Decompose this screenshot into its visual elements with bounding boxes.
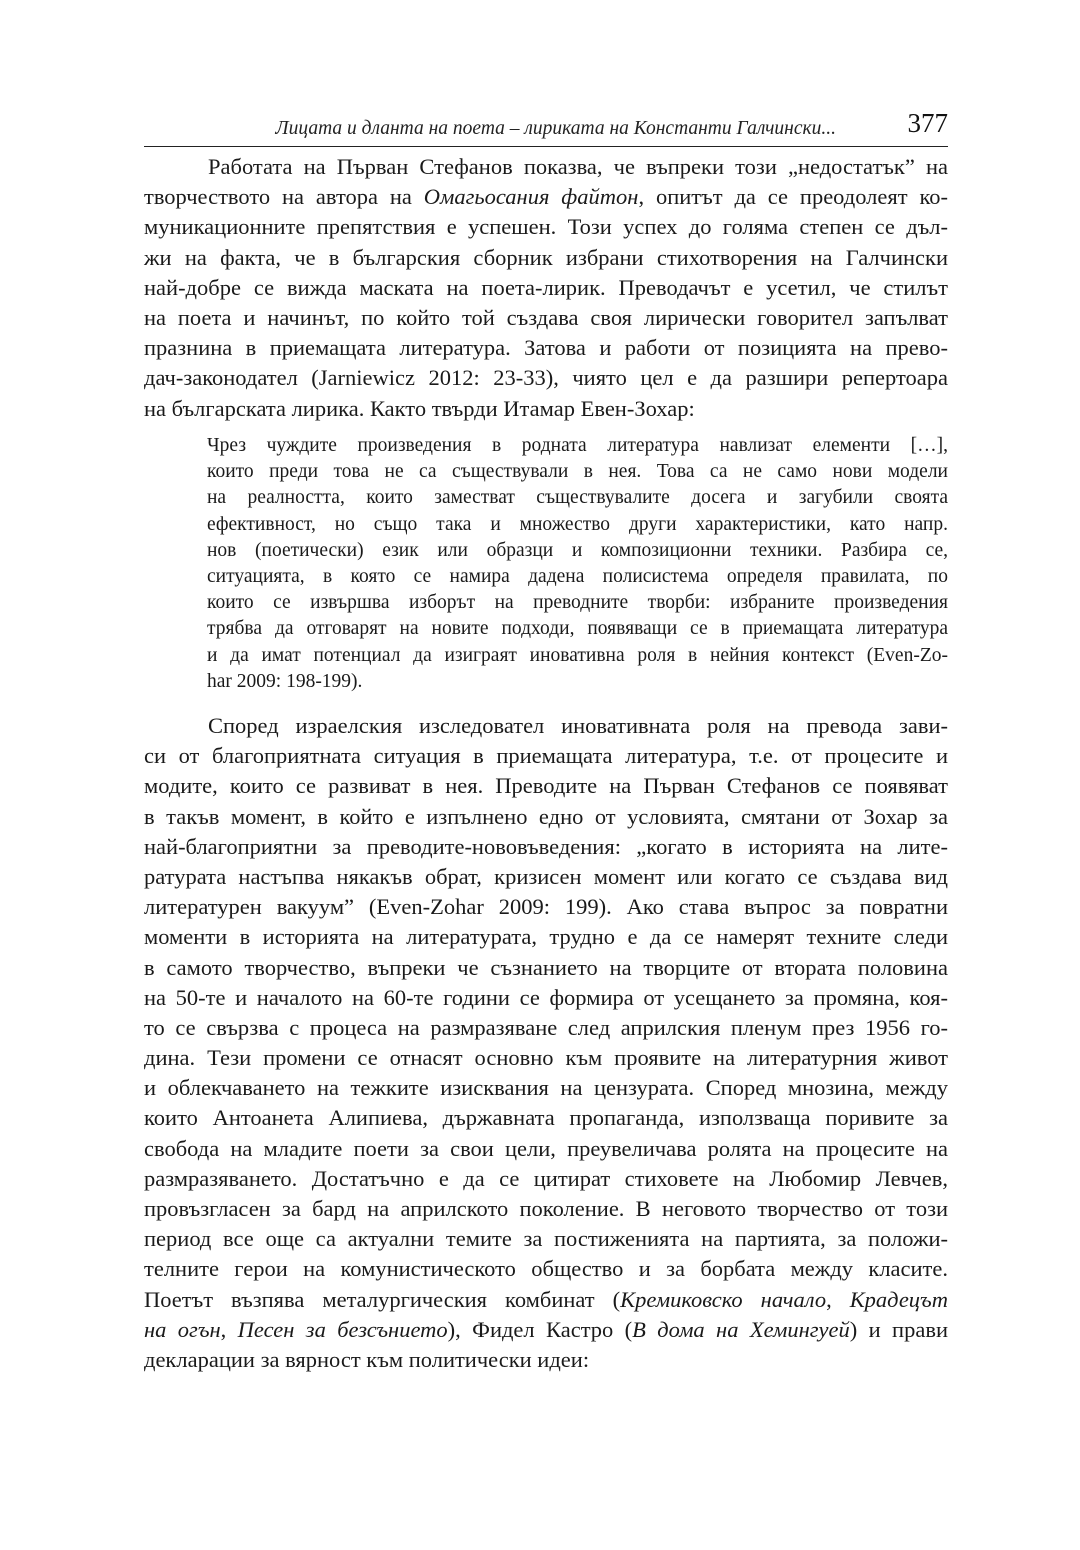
quote-line: ефективност, но също така и множество други характеристики, като напр. — [207, 513, 948, 535]
block-quote — [207, 433, 948, 695]
text-line: на огън, Песен за безсънието), Фидел Кастро (В дома на Хемингуей) и прави — [144, 1316, 949, 1342]
quote-line: които преди това не са съществували в нея. Това са не само нови модели — [207, 461, 948, 483]
text-line: празнина в приемащата литература. Затова и работи от позицията на прево- — [144, 335, 948, 361]
text-line: дина. Тези промени се отнасят основно към проявите на литературния живот — [144, 1045, 948, 1071]
text-line: дач-законодател (Jarniewicz 2012: 23-33), чиято цел е да разшири репертоара — [144, 365, 948, 391]
text-line: и облекчаването на тежките изисквания на цензурата. Според мнозина, между — [144, 1075, 948, 1101]
quote-line: Чрез чуждите произведения в родната литература навлизат елементи […], — [207, 435, 948, 456]
quote-line: които се извършва изборът на преводните творби: избраните произведения — [207, 592, 948, 614]
italic-title: В дома на Хемингуей — [632, 1316, 850, 1342]
text-line: ратурата настъпва някакъв обрат, кризисен момент или когато се създава вид — [144, 863, 948, 889]
text-line: размразяването. Достатъчно е да се цитират стиховете на Любомир Левчев, — [144, 1165, 948, 1191]
quote-line: ситуацията, в която се намира дадена полисистема определя правилата, по — [207, 565, 948, 587]
text-line: то се свързва с процеса на размразяване след априлския пленум през 1956 го- — [144, 1014, 948, 1040]
running-title: Лицата и дланта на поета – лириката на Константи Галчински... — [275, 118, 836, 139]
text-line: литературен вакуум” (Even-Zohar 2009: 199). Ако става въпрос за повратни — [144, 894, 948, 920]
text-line: модите, които се развиват в нея. Преводите на Първан Стефанов се появяват — [144, 773, 948, 799]
text-line: Поетът възпява металургическия комбинат (Кремиковско начало, Крадецът — [144, 1286, 948, 1312]
quote-line: и да имат потенциал да изиграят иновативна роля в нейния контекст (Even-Zo- — [207, 644, 948, 666]
italic-title: Кремиковско начало — [620, 1286, 827, 1312]
italic-title: Омагьосания файтон — [423, 184, 639, 210]
quote-line: на реалността, които заместват съществувалите досега и загубили своята — [207, 487, 948, 509]
text-line: Според израелския изследовател иновативната роля на превода зави- — [208, 713, 948, 738]
text-line: най-добре се вижда маската на поета-лирик. Преводачът е усетил, че стилът — [144, 274, 948, 300]
text-line: телните герои на комунистическото общество и за борбата между класите. — [144, 1256, 948, 1282]
quote-line: нов (поетически) език или образци и композиционни техники. Разбира се, — [207, 539, 948, 561]
italic-title: на огън — [144, 1316, 221, 1342]
text-line: моменти в историята на литературата, трудно е да се намерят техните следи — [144, 924, 948, 950]
paragraph-1 — [144, 152, 948, 424]
text-line: на поета и начинът, по който той създава своя лирически говорител запълват — [144, 304, 948, 330]
text-line: Работата на Първан Стефанов показва, че въпреки този „недостатък” на — [208, 154, 948, 179]
text-line: жи на факта, че в българския сборник избрани стихотворения на Галчински — [144, 244, 948, 270]
text-line: на 50-те и началото на 60-те години се формира от усещането за промяна, коя- — [144, 984, 948, 1010]
text-line: период все още са актуални темите за постиженията на партията, за положи- — [144, 1226, 948, 1252]
text-line: творчеството на автора на Омагьосания файтон, опитът да се преодолеят ко- — [144, 184, 948, 210]
text-line: декларации за вярност към политически идеи: — [144, 1346, 590, 1372]
italic-title: Крадецът — [849, 1286, 948, 1312]
text-line: в такъв момент, в който е изпълнено едно от условията, смятани от Зохар за — [144, 803, 948, 829]
page-number: 377 — [907, 108, 948, 138]
text-line: най-благоприятни за преводите-нововъведения: „когато в историята на лите- — [144, 833, 948, 859]
text-line: си от благоприятната ситуация в приемащата литература, т.е. от процесите и — [144, 743, 948, 769]
page-header — [144, 108, 948, 147]
paragraph-2 — [144, 711, 948, 1375]
text-line: провъзгласен за бард на априлското поколение. В неговото творчество от този — [144, 1196, 948, 1221]
text-line: в самото творчество, въпреки че съзнанието на творците от втората половина — [144, 954, 948, 980]
text-line: муникационните препятствия е успешен. Този успех до голяма степен се дъл- — [144, 214, 948, 240]
italic-title: Песен за безсънието — [237, 1316, 448, 1342]
quote-line: трябва да отговарят на новите подходи, появяващи се в приемащата литература — [207, 618, 948, 640]
text-line: на българската лирика. Както твърди Итамар Евен-Зохар: — [144, 395, 695, 421]
quote-line: har 2009: 198-199). — [207, 670, 363, 692]
text-line: свобода на младите поети за свои цели, преувеличава ролята на процесите на — [144, 1135, 948, 1161]
text-line: които Антоанета Алипиева, държавната пропаганда, използваща поривите за — [144, 1105, 948, 1131]
